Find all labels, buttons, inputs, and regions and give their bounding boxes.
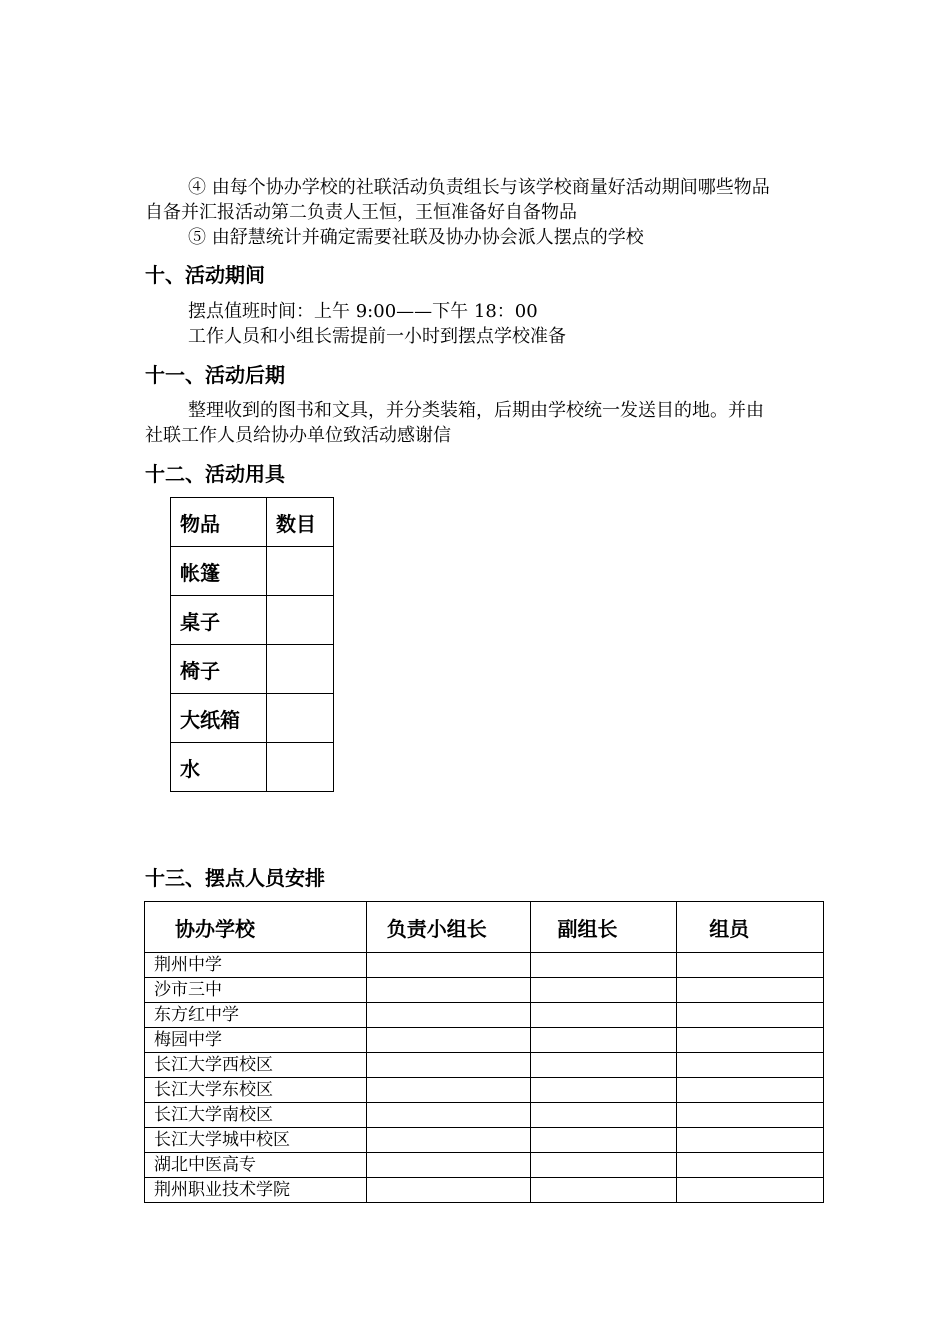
deputy-cell (531, 1053, 677, 1078)
members-cell (677, 1078, 824, 1103)
tool-name: 大纸箱 (171, 694, 267, 743)
table-row (145, 1003, 824, 1028)
leader-cell (366, 953, 531, 978)
section-10-line1: 摆点值班时间：上午 9:00——下午 18：00 (188, 301, 538, 322)
table-row (171, 645, 334, 694)
tool-name: 帐篷 (171, 547, 267, 596)
table-header-row (171, 498, 334, 547)
section-11-heading: 十一、活动后期 (145, 363, 285, 387)
school-name: 长江大学城中校区 (145, 1128, 367, 1153)
deputy-cell (531, 1078, 677, 1103)
deputy-cell (531, 1153, 677, 1178)
tool-count (267, 694, 334, 743)
deputy-cell (531, 978, 677, 1003)
section-11-line1: 整理收到的图书和文具，并分类装箱，后期由学校统一发送目的地。并由 (188, 400, 764, 421)
leader-cell (366, 1153, 531, 1178)
tools-table (170, 497, 334, 792)
table-row (145, 1103, 824, 1128)
school-name: 荆州职业技术学院 (145, 1178, 367, 1203)
deputy-cell (531, 1103, 677, 1128)
school-name: 沙市三中 (145, 978, 367, 1003)
school-name: 荆州中学 (145, 953, 367, 978)
leader-cell (366, 1053, 531, 1078)
tool-name: 水 (171, 743, 267, 792)
table-row (171, 694, 334, 743)
leader-cell (366, 1178, 531, 1203)
leader-cell (366, 978, 531, 1003)
table-row (171, 547, 334, 596)
tool-count (267, 743, 334, 792)
leader-cell (366, 1078, 531, 1103)
section-10-heading: 十、活动期间 (145, 263, 265, 287)
table-row (171, 596, 334, 645)
members-cell (677, 1028, 824, 1053)
deputy-cell (531, 1028, 677, 1053)
staff-table (144, 901, 824, 1203)
tool-name: 桌子 (171, 596, 267, 645)
table-header-row (145, 902, 824, 953)
members-cell (677, 1153, 824, 1178)
leader-cell (366, 1128, 531, 1153)
tool-count (267, 645, 334, 694)
section-12-heading: 十二、活动用具 (145, 462, 285, 486)
table-row (145, 953, 824, 978)
leader-cell (366, 1028, 531, 1053)
header-count: 数目 (267, 498, 334, 547)
header-school: 协办学校 (145, 902, 367, 953)
tool-count (267, 547, 334, 596)
paragraph-item5: ⑤ 由舒慧统计并确定需要社联及协办协会派人摆点的学校 (188, 227, 644, 248)
school-name: 东方红中学 (145, 1003, 367, 1028)
section-10-line2: 工作人员和小组长需提前一小时到摆点学校准备 (188, 326, 566, 347)
deputy-cell (531, 953, 677, 978)
section-11-line2: 社联工作人员给协办单位致活动感谢信 (145, 425, 451, 446)
table-row (145, 1128, 824, 1153)
table-row (145, 1078, 824, 1103)
paragraph-item4-line1: ④ 由每个协办学校的社联活动负责组长与该学校商量好活动期间哪些物品 (188, 177, 770, 198)
table-row (145, 1028, 824, 1053)
deputy-cell (531, 1128, 677, 1153)
header-deputy: 副组长 (531, 902, 677, 953)
header-item: 物品 (171, 498, 267, 547)
school-name: 长江大学南校区 (145, 1103, 367, 1128)
leader-cell (366, 1003, 531, 1028)
deputy-cell (531, 1178, 677, 1203)
members-cell (677, 1103, 824, 1128)
header-leader: 负责小组长 (366, 902, 531, 953)
tool-count (267, 596, 334, 645)
members-cell (677, 1178, 824, 1203)
table-row (145, 1053, 824, 1078)
members-cell (677, 1128, 824, 1153)
members-cell (677, 1003, 824, 1028)
members-cell (677, 1053, 824, 1078)
deputy-cell (531, 1003, 677, 1028)
members-cell (677, 978, 824, 1003)
section-13-heading: 十三、摆点人员安排 (145, 866, 325, 890)
tool-name: 椅子 (171, 645, 267, 694)
school-name: 湖北中医高专 (145, 1153, 367, 1178)
leader-cell (366, 1103, 531, 1128)
members-cell (677, 953, 824, 978)
table-row (145, 978, 824, 1003)
paragraph-item4-line2: 自备并汇报活动第二负责人王恒，王恒准备好自备物品 (145, 202, 577, 223)
school-name: 长江大学西校区 (145, 1053, 367, 1078)
school-name: 长江大学东校区 (145, 1078, 367, 1103)
table-row (171, 743, 334, 792)
header-members: 组员 (677, 902, 824, 953)
school-name: 梅园中学 (145, 1028, 367, 1053)
table-row (145, 1178, 824, 1203)
table-row (145, 1153, 824, 1178)
